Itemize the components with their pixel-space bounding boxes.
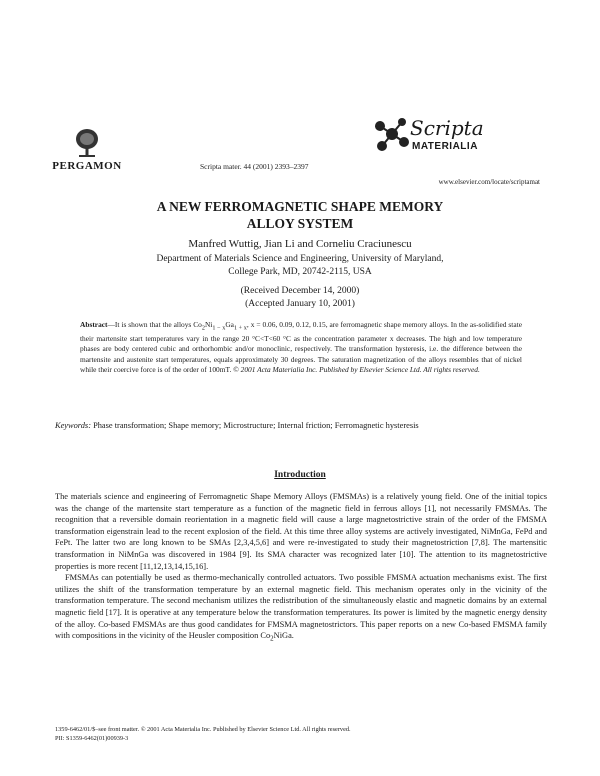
footer-pii: PII: S1359-6462(01)00939-3 bbox=[55, 734, 129, 742]
publisher-name: PERGAMON bbox=[52, 160, 122, 172]
abstract-sub-2: 1 − x bbox=[212, 325, 226, 332]
affiliation-line-2: College Park, MD, 20742-2115, USA bbox=[228, 266, 372, 277]
keywords-label: Keywords: bbox=[55, 421, 91, 430]
abstract-label: Abstract bbox=[80, 320, 108, 329]
title-line-2: ALLOY SYSTEM bbox=[246, 216, 354, 231]
journal-logo bbox=[372, 116, 484, 156]
abstract-text-b: Ni bbox=[204, 320, 213, 329]
page-footer bbox=[55, 726, 351, 743]
introduction-body bbox=[55, 491, 547, 645]
title-line-1: A NEW FERROMAGNETIC SHAPE MEMORY bbox=[156, 199, 444, 214]
section-heading-introduction: Introduction bbox=[274, 470, 326, 480]
publisher-logo bbox=[52, 128, 122, 172]
journal-name: Scripta bbox=[410, 116, 484, 140]
abstract-text-d: , x = 0.06, 0.09, 0.12, 0.15, are ferromagnetic shape memory alloys. In the as-solidified state their martensite start temperatures vary in the range 20 °C<T<60 °C as the concentration parameter x decreases. The high and low temperature phases are body centered cubic and orthorhombic and/or monoclinic, respectively. The transformation hysteresis, i.e. the difference between the martensite and austenite start temperatures, equals approximately 30 degrees. The saturation magnetization of the alloys resembles that of nickel while their coercive force is of the order of 100mT. bbox=[80, 320, 522, 375]
journal-citation: Scripta mater. 44 (2001) 2393–2397 bbox=[200, 162, 309, 171]
keywords bbox=[55, 420, 547, 432]
footer-copyright: 1359-6462/01/$–see front matter. © 2001 Acta Materialia Inc. Published by Elsevier Science Ltd. All rights reserved. bbox=[55, 726, 351, 733]
abstract-sub-1: 2 bbox=[201, 325, 205, 332]
abstract-text-c: Ga bbox=[225, 320, 234, 329]
article-dates bbox=[0, 285, 600, 310]
affiliation bbox=[0, 253, 600, 278]
authors: Manfred Wuttig, Jian Li and Corneliu Craciunescu bbox=[188, 238, 412, 250]
paragraph-2-sub: 2 bbox=[270, 634, 274, 643]
abstract-text-a: —It is shown that the alloys Co bbox=[107, 320, 202, 329]
abstract-sub-3: 1 + x bbox=[233, 325, 247, 332]
publisher-tree-icon bbox=[73, 128, 101, 158]
abstract bbox=[80, 320, 522, 376]
paragraph-2-main: FMSMAs can potentially be used as thermo-mechanically controlled actuators. Two possible FMSMA actuation mechanisms exist. The first utilizes the shift of the transformation temperature by an external magnetic field. This mechanism operates only in the vicinity of the transformation temperature. The second mechanism utilizes the redistribution of the simultaneously elastic and magnetic domains by an external magnetic field [17]. It is operative at any temperature below the transformation temperatures. Its power is limited by the magnetic energy density of the alloy. Co-based FMSMAs are thus good candidates for FMSMA magnetostrictors. This paper reports on a new Co-based FMSMA family with compositions in the vicinity of the Heusler composition Co bbox=[55, 573, 547, 641]
paragraph-2-end: NiGa. bbox=[273, 631, 294, 641]
paragraph-1: The materials science and engineering of Ferromagnetic Shape Memory Alloys (FMSMAs) is a relatively young field. One of the initial topics was the change of the martensite start temperature as a function of the magnetic field in ferrous alloys [1], not necessarily FMSMAs. The recognition that a reversible domain reorientation in a magnetic field will cause a large magnetostrictive strain of the order of the FMSMA transformation eigenstrain lead to the recent explosion of the field. At this time three alloy systems are actively investigated, NiMnGa, FePd and FePt. The latter two are long known to be SMAs [2,3,4,5,6] and were re-investigated to study their magnetostriction [7,8]. The martensitic transformation in NiMnGa was discovered in 1984 [9]. Its SMA character was recognized later [10]. The attention to its magnetostrictive properties is more recent [11,12,13,14,15,16]. bbox=[55, 492, 547, 571]
affiliation-line-1: Department of Materials Science and Engineering, University of Maryland, bbox=[156, 254, 444, 264]
article-title bbox=[0, 198, 600, 232]
journal-url[interactable]: www.elsevier.com/locate/scriptamat bbox=[438, 178, 540, 186]
accepted-date: (Accepted January 10, 2001) bbox=[245, 298, 355, 309]
paragraph-2 bbox=[55, 572, 547, 645]
molecule-icon bbox=[372, 116, 412, 156]
received-date: (Received December 14, 2000) bbox=[240, 286, 360, 296]
keywords-text: Phase transformation; Shape memory; Microstructure; Internal friction; Ferromagnetic hysteresis bbox=[93, 421, 419, 430]
journal-subname: MATERIALIA bbox=[412, 141, 478, 152]
abstract-copyright: © 2001 Acta Materialia Inc. Published by Elsevier Science Ltd. All rights reserved. bbox=[233, 365, 480, 375]
